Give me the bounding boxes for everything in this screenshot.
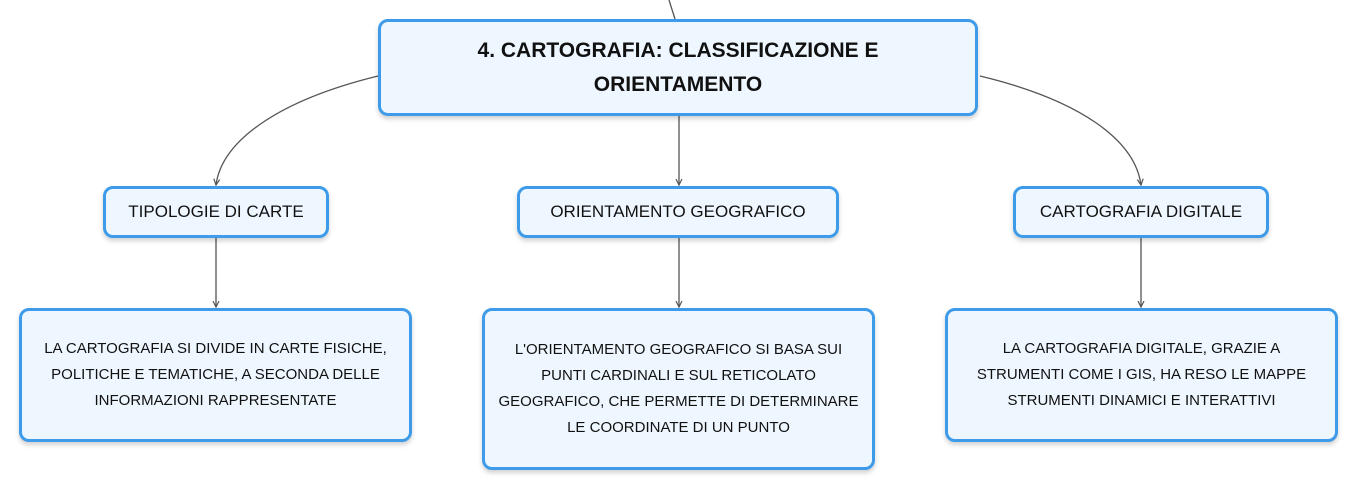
detail-node-text: LA CARTOGRAFIA SI DIVIDE IN CARTE FISICHE, POLITICHE E TEMATICHE, A SECONDA DELLE INFORMAZIONI RAPPRESENTATE [44, 340, 387, 409]
root-node[interactable] [378, 19, 978, 116]
branch-node-label: TIPOLOGIE DI CARTE [128, 202, 304, 221]
branch-node-tipologie-di-carte[interactable] [103, 186, 329, 238]
branch-node-label: CARTOGRAFIA DIGITALE [1039, 202, 1243, 221]
detail-node-cartografia-digitale[interactable] [945, 308, 1338, 442]
connector-root-digitale [980, 76, 1141, 185]
detail-node-tipologie-di-carte[interactable] [19, 308, 412, 442]
branch-node-orientamento-geografico[interactable] [517, 186, 839, 238]
branch-node-cartografia-digitale[interactable] [1013, 186, 1269, 238]
connector-parent-root [669, 0, 675, 19]
detail-node-orientamento-geografico[interactable] [482, 308, 875, 470]
root-node-title: 4. CARTOGRAFIA: CLASSIFICAZIONE E ORIENTAMENTO [477, 38, 879, 96]
detail-node-text: LA CARTOGRAFIA DIGITALE, GRAZIE A STRUMENTI COME I GIS, HA RESO LE MAPPE STRUMENTI DINAMICI E INTERATTIVI [976, 340, 1307, 409]
detail-node-text: L'ORIENTAMENTO GEOGRAFICO SI BASA SUI PUNTI CARDINALI E SUL RETICOLATO GEOGRAFICO, CHE PERMETTE DI DETERMINARE LE COORDINATE DI UN PUNTO [498, 341, 859, 436]
branch-node-label: ORIENTAMENTO GEOGRAFICO [550, 202, 806, 221]
connector-root-tipologie [216, 76, 378, 185]
